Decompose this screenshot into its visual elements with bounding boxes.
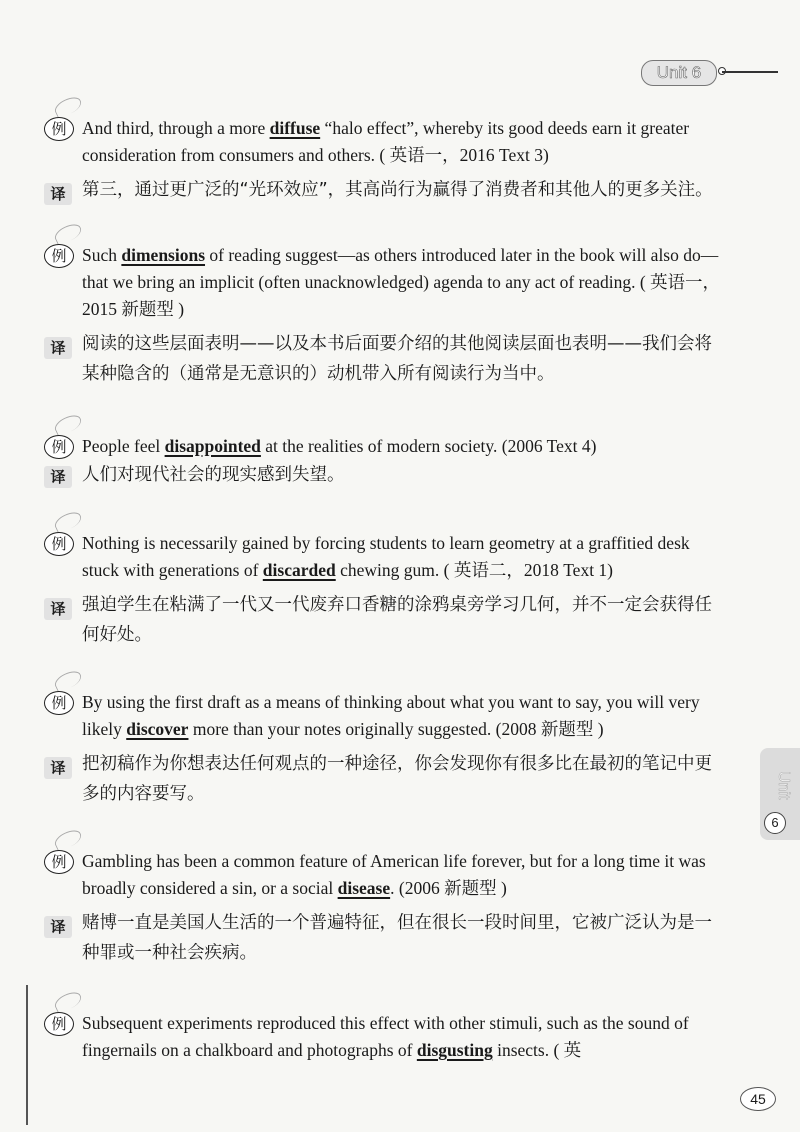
example-badge: 例 [44, 115, 74, 141]
translation-badge: 译 [44, 755, 74, 781]
left-margin-rule [26, 985, 28, 1125]
example-badge: 例 [44, 433, 74, 459]
example-badge: 例 [44, 242, 74, 268]
translation-text: 第三，通过更广泛的“光环效应”，其高尚行为赢得了消费者和其他人的更多关注。 [82, 180, 713, 200]
example-sentence: Nothing is necessarily gained by forcing students to learn geometry at a graffitied desk stuck with generations of discarded chewing gum. ( 英语二，2018 Text 1) [82, 533, 690, 580]
translation-badge: 译 [44, 335, 74, 361]
feather-icon [52, 509, 84, 534]
translation-text: 赌博一直是美国人生活的一个普遍特征，但在很长一段时间里，它被广泛认为是一种罪或一种社会疾病。 [82, 913, 712, 963]
example-entry [44, 689, 724, 809]
example-entry [44, 1010, 724, 1064]
example-sentence: Subsequent experiments reproduced this effect with other stimuli, such as the sound of fingernails on a chalkboard and photographs of disgusting insects. ( 英 [82, 1013, 689, 1060]
example-entry [44, 115, 724, 205]
example-entry [44, 242, 724, 389]
feather-icon [52, 412, 84, 437]
side-unit-tab-number: 6 [764, 812, 786, 834]
feather-icon [52, 827, 84, 852]
keyword: disease [337, 878, 391, 898]
translation-badge: 译 [44, 181, 74, 207]
keyword: disgusting [416, 1040, 493, 1060]
translation-text: 强迫学生在粘满了一代又一代废弃口香糖的涂鸦桌旁学习几何，并不一定会获得任何好处。 [82, 595, 712, 645]
page-number: 45 [740, 1087, 776, 1111]
example-sentence: People feel disappointed at the realities of modern society. (2006 Text 4) [82, 436, 597, 456]
keyword: disappointed [164, 436, 261, 456]
example-badge: 例 [44, 689, 74, 715]
example-sentence: And third, through a more diffuse “halo effect”, whereby its good deeds earn it greater consideration from consumers and others. ( 英语一，2016 Text 3) [82, 118, 690, 165]
unit-header-line [722, 71, 778, 73]
example-badge: 例 [44, 530, 74, 556]
feather-icon [52, 989, 84, 1014]
feather-icon [52, 668, 84, 693]
example-badge: 例 [44, 848, 74, 874]
example-entry [44, 530, 724, 650]
keyword: discarded [262, 560, 336, 580]
keyword: dimensions [121, 245, 206, 265]
keyword: diffuse [269, 118, 321, 138]
example-sentence: Such dimensions of reading suggest—as others introduced later in the book will also do—that we bring an implicit (often unacknowledged) agenda to any act of reading. ( 英语一，2015 新题型 ) [82, 245, 721, 319]
translation-text: 人们对现代社会的现实感到失望。 [82, 465, 345, 485]
unit-header-tag: Unit 6 [641, 60, 717, 86]
translation-text: 把初稿作为你想表达任何观点的一种途径，你会发现你有很多比在最初的笔记中更多的内容要写。 [82, 754, 712, 804]
example-sentence: Gambling has been a common feature of American life forever, but for a long time it was broadly considered a sin, or a social disease. (2006 新题型 ) [82, 851, 706, 898]
example-badge: 例 [44, 1010, 74, 1036]
translation-badge: 译 [44, 914, 74, 940]
example-entry [44, 848, 724, 968]
feather-icon [52, 94, 84, 119]
example-entry [44, 433, 724, 490]
translation-badge: 译 [44, 596, 74, 622]
translation-badge: 译 [44, 464, 74, 490]
translation-text: 阅读的这些层面表明——以及本书后面要介绍的其他阅读层面也表明——我们会将某种隐含的（通常是无意识的）动机带入所有阅读行为当中。 [82, 334, 712, 384]
feather-icon [52, 221, 84, 246]
example-sentence: By using the first draft as a means of thinking about what you want to say, you will very likely discover more than your notes originally suggested. (2008 新题型 ) [82, 692, 700, 739]
side-unit-tab-label: Unit [775, 770, 792, 800]
keyword: discover [126, 719, 189, 739]
